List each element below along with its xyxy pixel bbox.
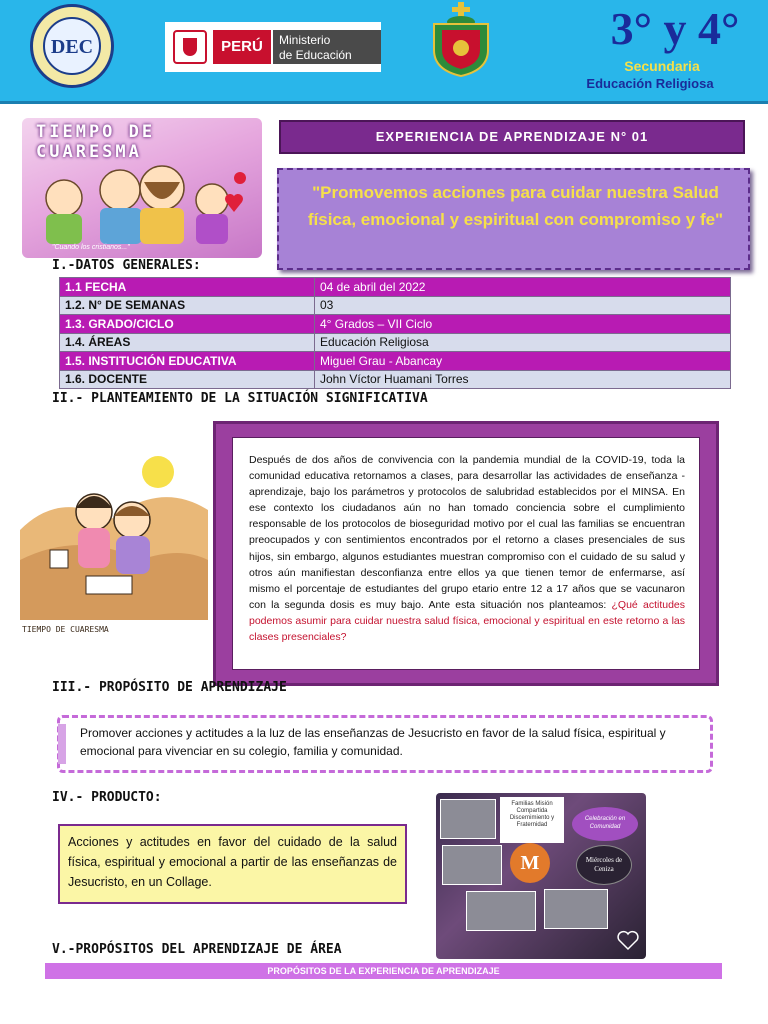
subject-label: Educación Religiosa xyxy=(586,76,714,91)
cuaresma-figures-icon xyxy=(22,118,262,258)
datos-value: John Víctor Huamani Torres xyxy=(315,370,731,389)
datos-key: 1.1 FECHA xyxy=(60,278,315,297)
datos-key: 1.5. INSTITUCIÓN EDUCATIVA xyxy=(60,352,315,371)
purpose-box-accent xyxy=(58,724,66,764)
collage-photo xyxy=(442,845,502,885)
experience-heading: EXPERIENCIA DE APRENDIZAJE N° 01 xyxy=(279,120,745,154)
table-row xyxy=(60,333,731,352)
cuaresma-caption: "Cuando los cristianos..." xyxy=(52,244,130,251)
datos-value: 4° Grados – VII Ciclo xyxy=(315,315,731,334)
situation-frame xyxy=(213,421,719,686)
cuaresma-title: TIEMPO DE CUARESMA xyxy=(36,122,156,162)
purpose-box xyxy=(57,715,713,773)
datos-value: Educación Religiosa xyxy=(315,333,731,352)
situation-inner xyxy=(232,437,700,670)
situation-question: ¿Qué actitudes podemos asumir para cuidar nuestra salud física, emocional y espiritual en este retorno a las clases presenciales? xyxy=(249,598,686,644)
datos-generales-table xyxy=(59,277,731,389)
situation-body: Después de dos años de convivencia con la pandemia mundial de la COVID-19, toda la comunidad educativa retornamos a clases, para desarrollar las actividades de enseñanza - aprendizaje, bajo los parámetros y protocolos de salubridad establecidos por el MINSA. En ese contexto los ciudadanos aún no han tomado conciencia sobre el cumplimiento responsable de los protocolos de bioseguridad motivo por el cual las familias se encuentran preocupados y con sentimientos encontrados por el retorno a clases presenciales de sus hijos, sin embargo, algunos estudiantes muestran compromiso con el cuidado de su salud y otros aún manifiestan desconfianza entre ellos ya que tienen temor de enfermarse, así mismo el porcentaje de estudiantes del grupo etario entre 12 a 17 años que se vacunaron con la segunda dosis es muy bajo. Ante esta situación nos planteamos: xyxy=(249,454,685,611)
minedu-ministerio-text: Ministerio xyxy=(279,33,331,47)
kids-praying-illustration xyxy=(20,450,208,640)
section-producto-heading: IV.- PRODUCTO: xyxy=(52,790,162,805)
minedu-educacion-text: de Educación xyxy=(279,48,352,62)
dec-logo-text: DEC xyxy=(50,36,94,58)
situation-text xyxy=(249,452,685,645)
kids-caption: TIEMPO DE CUARESMA xyxy=(22,625,109,634)
level-label: Secundaria xyxy=(624,58,700,74)
collage-note: Familias Misión Compartida Discernimiento y Fraternidad xyxy=(500,797,564,843)
datos-key: 1.6. DOCENTE xyxy=(60,370,315,389)
datos-value: Miguel Grau - Abancay xyxy=(315,352,731,371)
cuaresma-illustration xyxy=(22,118,262,258)
peru-shield-icon xyxy=(173,30,207,64)
minedu-peru-label: PERÚ xyxy=(213,30,271,64)
section-datos-generales-heading: I.-DATOS GENERALES: xyxy=(52,258,201,273)
table-row xyxy=(60,278,731,297)
collage-photo xyxy=(466,891,536,931)
section-proposito-heading: III.- PROPÓSITO DE APRENDIZAJE xyxy=(52,680,287,695)
collage-image xyxy=(436,793,646,959)
table-row xyxy=(60,352,731,371)
datos-value: 03 xyxy=(315,296,731,315)
section-situacion-heading: II.- PLANTEAMIENTO DE LA SITUACIÓN SIGNIFICATIVA xyxy=(52,391,428,406)
minedu-ministry-label xyxy=(273,30,381,64)
datos-key: 1.4. ÁREAS xyxy=(60,333,315,352)
table-row xyxy=(60,370,731,389)
collage-mm-logo: M xyxy=(510,843,550,883)
dec-logo xyxy=(30,4,114,88)
product-text: Acciones y actitudes en favor del cuidado de la salud física, espiritual y emocional a partir de las enseñanzas de Jesucristo, en un Collage. xyxy=(68,835,397,889)
datos-value: 04 de abril del 2022 xyxy=(315,278,731,297)
table-row xyxy=(60,315,731,334)
table-row xyxy=(60,296,731,315)
product-box xyxy=(58,824,407,904)
collage-miercoles: Miércoles de Ceniza xyxy=(576,845,632,885)
collage-photo xyxy=(440,799,496,839)
minedu-logo xyxy=(165,22,381,72)
section-propositos-area-heading: V.-PROPÓSITOS DEL APRENDIZAJE DE ÁREA xyxy=(52,942,342,957)
datos-key: 1.3. GRADO/CICLO xyxy=(60,315,315,334)
heart-icon xyxy=(616,929,640,951)
diocese-crest-icon xyxy=(428,2,494,78)
propositos-table-header: PROPÓSITOS DE LA EXPERIENCIA DE APRENDIZAJE xyxy=(45,963,722,979)
collage-celebration: Celebración en Comunidad xyxy=(572,807,638,841)
grade-title: 3° y 4° xyxy=(610,3,740,54)
purpose-text: Promover acciones y actitudes a la luz de las enseñanzas de Jesucristo en favor de la salud física, espiritual y emocional para vivenciar en su colegio, familia y comunidad. xyxy=(80,726,666,758)
experience-title: "Promovemos acciones para cuidar nuestra Salud física, emocional y espiritual con compromiso y fe" xyxy=(307,183,724,229)
collage-photo xyxy=(544,889,608,929)
datos-key: 1.2. N° DE SEMANAS xyxy=(60,296,315,315)
experience-title-box xyxy=(277,168,750,270)
